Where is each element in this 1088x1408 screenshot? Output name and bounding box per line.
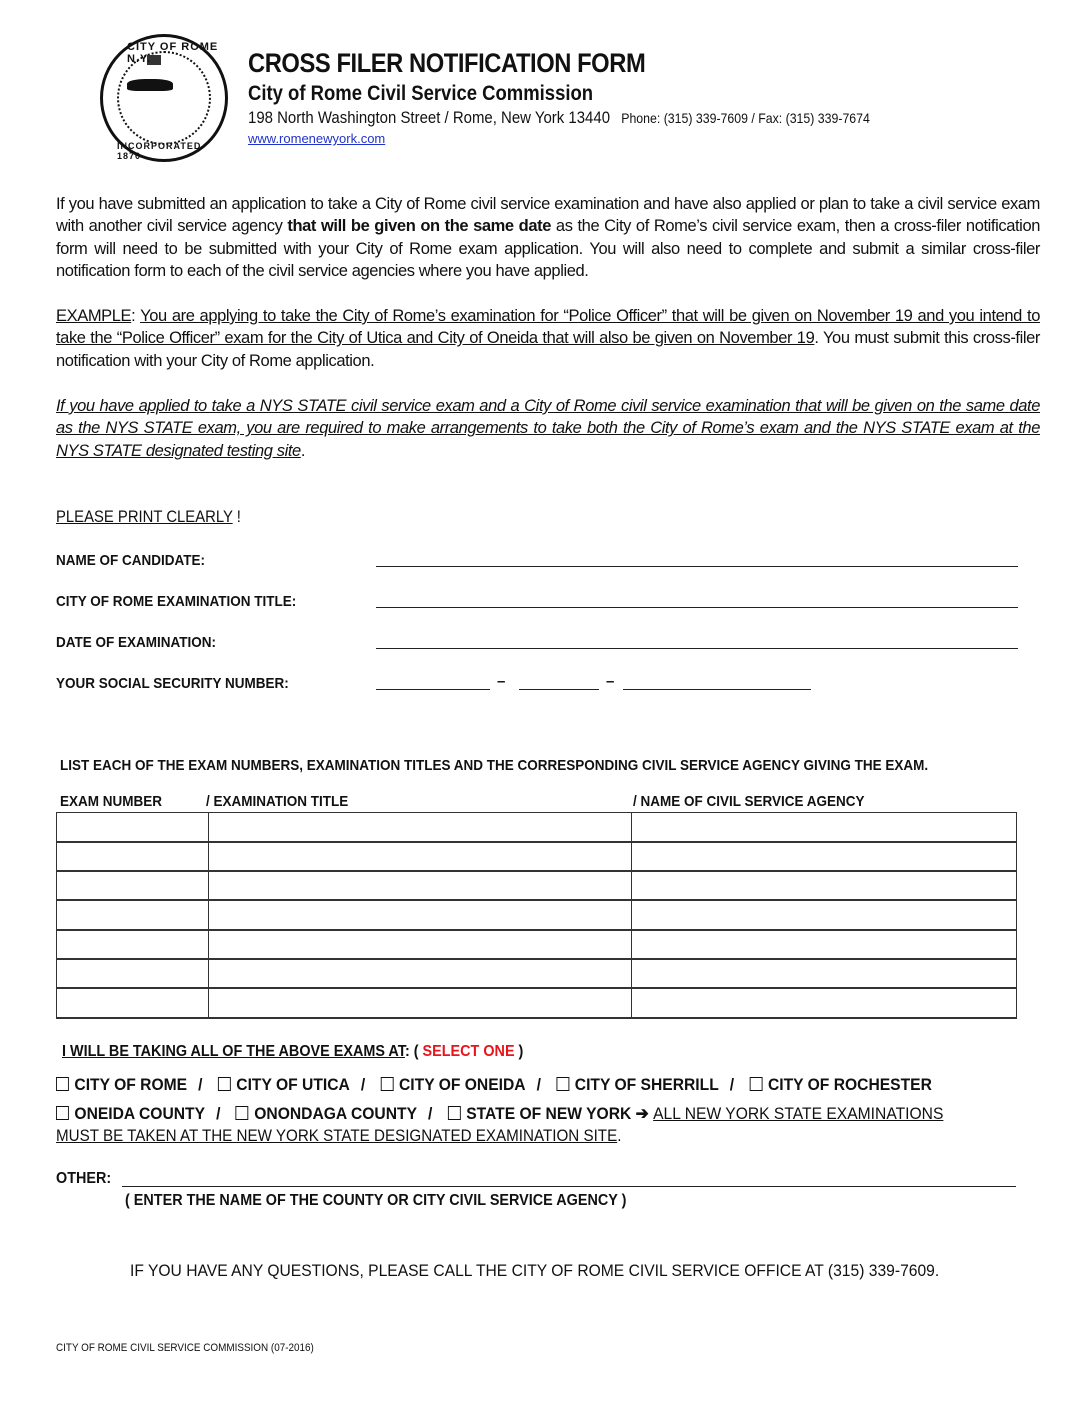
phone-fax: Phone: (315) 339-7609 / Fax: (315) 339-7674	[621, 110, 870, 126]
nys-exam-note-a: ALL NEW YORK STATE EXAMINATIONS	[653, 1104, 944, 1123]
exam-title-cell[interactable]	[208, 871, 632, 900]
nys-state-note	[56, 395, 1040, 462]
selection-prompt	[62, 1043, 523, 1061]
candidate-name-label: NAME OF CANDIDATE:	[56, 552, 205, 569]
col-agency-name: / NAME OF CIVIL SERVICE AGENCY	[633, 793, 865, 810]
exam-title-cell[interactable]	[208, 813, 632, 842]
option-label: ONEIDA COUNTY	[74, 1104, 206, 1123]
option-oneida-county[interactable]	[56, 1104, 205, 1123]
exam-date-field[interactable]	[376, 648, 1018, 649]
ssn-separator: –	[497, 673, 506, 690]
option-separator: /	[729, 1075, 735, 1094]
example-paragraph	[56, 305, 1040, 372]
selection-close-paren: )	[514, 1043, 524, 1060]
option-city-of-oneida[interactable]	[381, 1075, 526, 1094]
agency-name-cell[interactable]	[632, 871, 1017, 900]
agency-name-cell[interactable]	[632, 900, 1017, 929]
ssn-part1-field[interactable]	[376, 689, 490, 690]
other-agency-field[interactable]	[122, 1186, 1016, 1187]
exam-number-cell[interactable]	[57, 930, 209, 959]
checkbox-icon[interactable]	[448, 1106, 461, 1120]
table-row	[57, 988, 1017, 1017]
seal-inner-ring	[117, 51, 211, 145]
footer-text: CITY OF ROME CIVIL SERVICE COMMISSION (07-2016)	[56, 1342, 314, 1354]
checkbox-icon[interactable]	[750, 1077, 763, 1091]
seal-bottom-text: INCORPORATED 1870	[117, 141, 202, 161]
checkbox-icon[interactable]	[56, 1077, 69, 1091]
exam-number-cell[interactable]	[57, 988, 209, 1017]
ssn-part3-field[interactable]	[623, 689, 811, 690]
intro-text-1: If you have submitted an application to take a City of Rome civil service examination and have also applied or plan to take a civil service exam with another civil service agency	[56, 195, 1040, 236]
table-row	[57, 930, 1017, 959]
exam-number-cell[interactable]	[57, 813, 209, 842]
ssn-separator: –	[606, 673, 615, 690]
option-city-of-utica[interactable]	[218, 1075, 350, 1094]
other-note: ( ENTER THE NAME OF THE COUNTY OR CITY CIVIL SERVICE AGENCY )	[125, 1192, 627, 1209]
exam-title-cell[interactable]	[208, 842, 632, 871]
agency-name-cell[interactable]	[632, 813, 1017, 842]
options-row-2	[56, 1104, 943, 1124]
print-clearly-text: PLEASE PRINT CLEARLY	[56, 508, 233, 526]
exam-title-cell[interactable]	[208, 959, 632, 988]
candidate-name-field[interactable]	[376, 566, 1018, 567]
exam-number-cell[interactable]	[57, 871, 209, 900]
table-row	[57, 959, 1017, 988]
option-label: STATE OF NEW YORK	[466, 1104, 632, 1123]
table-row	[57, 871, 1017, 900]
seal-ship-icon	[127, 79, 173, 91]
selection-colon: : (	[404, 1043, 423, 1060]
ssn-label: YOUR SOCIAL SECURITY NUMBER:	[56, 675, 289, 692]
option-label: CITY OF ROCHESTER	[767, 1075, 932, 1094]
checkbox-icon[interactable]	[56, 1106, 69, 1120]
nys-exam-note-b: MUST BE TAKEN AT THE NEW YORK STATE DESIGNATED EXAMINATION SITE	[56, 1127, 618, 1145]
nys-note-text: If you have applied to take a NYS STATE civil service exam and a City of Rome civil service examination that will be given on the same date as the NYS STATE exam, you are required to make arrangements to take both the City of Rome’s exam and the NYS STATE exam at the NYS STATE designated testing site	[56, 397, 1040, 460]
option-separator: /	[536, 1075, 541, 1094]
option-label: CITY OF UTICA	[236, 1075, 350, 1094]
agency-name-cell[interactable]	[632, 842, 1017, 871]
exam-date-label: DATE OF EXAMINATION:	[56, 634, 217, 651]
exam-list-table	[56, 812, 1017, 1019]
exam-title-cell[interactable]	[208, 900, 632, 929]
option-city-of-rochester[interactable]	[750, 1075, 932, 1094]
organization-name: City of Rome Civil Service Commission	[248, 82, 594, 105]
form-title: CROSS FILER NOTIFICATION FORM	[248, 48, 646, 78]
col-exam-title: / EXAMINATION TITLE	[206, 793, 349, 810]
nys-note-end: .	[300, 441, 306, 460]
table-row	[57, 842, 1017, 871]
agency-name-cell[interactable]	[632, 959, 1017, 988]
example-label: EXAMPLE	[56, 307, 132, 325]
exam-number-cell[interactable]	[57, 842, 209, 871]
option-label: CITY OF ROME	[74, 1075, 188, 1094]
option-onondaga-county[interactable]	[236, 1104, 417, 1123]
exam-title-cell[interactable]	[208, 988, 632, 1017]
exam-number-cell[interactable]	[57, 959, 209, 988]
option-state-of-new-york[interactable]	[448, 1104, 631, 1123]
option-city-of-rome[interactable]	[56, 1075, 187, 1094]
ssn-part2-field[interactable]	[519, 689, 599, 690]
street-address: 198 North Washington Street / Rome, New York 13440	[248, 108, 611, 127]
arrow-right-icon: ➔	[635, 1104, 649, 1123]
example-colon: :	[131, 307, 141, 325]
table-row	[57, 900, 1017, 929]
address-line	[248, 108, 870, 128]
other-label: OTHER:	[56, 1170, 112, 1187]
option-label: ONONDAGA COUNTY	[254, 1104, 418, 1123]
option-label: CITY OF ONEIDA	[399, 1075, 526, 1094]
example-text: You are applying to take the City of Rome’s examination for “Police Officer” that will be given on November 19 and you intend to take the “Police Officer” exam for the City of Utica and City of Oneida that will also be given on November 19	[56, 307, 1040, 348]
print-clearly-exclaim: !	[232, 508, 241, 526]
intro-paragraph	[56, 193, 1040, 282]
example-rest: . You must submit this cross-filer notification with your City of Rome application.	[56, 329, 1041, 370]
print-clearly-instruction	[56, 508, 241, 527]
intro-text-2: as the City of Rome’s civil service exam, then a cross-filer notification form will need to be submitted with your City of Rome exam application. You will also need to complete and submit a similar cross-filer notification form to each of the civil service agencies where you have applied.	[56, 217, 1040, 280]
city-seal-logo	[100, 34, 228, 162]
exam-title-cell[interactable]	[208, 930, 632, 959]
exam-title-label: CITY OF ROME EXAMINATION TITLE:	[56, 593, 297, 610]
option-separator: /	[198, 1075, 203, 1094]
agency-name-cell[interactable]	[632, 988, 1017, 1017]
exam-number-cell[interactable]	[57, 900, 209, 929]
nys-exam-note-line2	[56, 1127, 621, 1146]
website-link[interactable]: www.romenewyork.com	[248, 131, 386, 146]
option-city-of-sherrill[interactable]	[556, 1075, 718, 1094]
option-separator: /	[428, 1104, 433, 1123]
checkbox-icon[interactable]	[236, 1106, 249, 1120]
checkbox-icon[interactable]	[556, 1077, 569, 1091]
exam-title-field[interactable]	[376, 607, 1018, 608]
option-separator: /	[360, 1075, 366, 1094]
selection-prompt-text: I WILL BE TAKING ALL OF THE ABOVE EXAMS AT	[62, 1043, 405, 1060]
nys-exam-note-end: .	[617, 1127, 622, 1145]
options-row-1	[56, 1075, 932, 1095]
seal-top-text: CITY OF ROME N.Y.	[127, 41, 219, 65]
exam-list-heading: LIST EACH OF THE EXAM NUMBERS, EXAMINATION TITLES AND THE CORRESPONDING CIVIL SERVICE AGENCY GIVING THE EXAM.	[60, 757, 929, 774]
checkbox-icon[interactable]	[218, 1077, 231, 1091]
select-one-label: SELECT ONE	[422, 1043, 515, 1060]
intro-emphasis: that will be given on the same date	[287, 217, 556, 236]
table-row	[57, 813, 1017, 842]
col-exam-number: EXAM NUMBER	[60, 793, 163, 810]
checkbox-icon[interactable]	[381, 1077, 394, 1091]
agency-name-cell[interactable]	[632, 930, 1017, 959]
questions-contact: IF YOU HAVE ANY QUESTIONS, PLEASE CALL THE CITY OF ROME CIVIL SERVICE OFFICE AT (315) 339-7609.	[130, 1261, 940, 1280]
option-separator: /	[216, 1104, 221, 1123]
option-label: CITY OF SHERRILL	[574, 1075, 719, 1094]
